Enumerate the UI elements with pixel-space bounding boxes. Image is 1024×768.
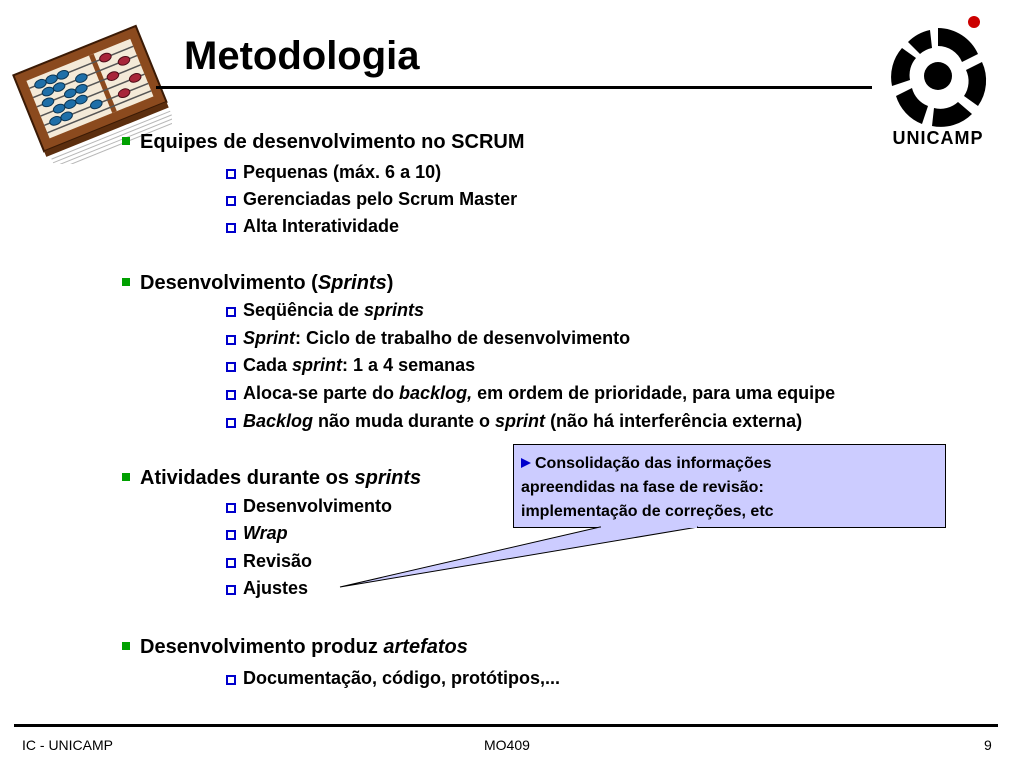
bullet-square-icon [122, 473, 130, 481]
checkbox-square-icon [226, 223, 236, 233]
checkbox-square-icon [226, 169, 236, 179]
footer-divider [14, 724, 998, 727]
bullet-equipes: Equipes de desenvolvimento no SCRUM [122, 131, 525, 154]
sub-bullet: Pequenas (máx. 6 a 10) [226, 162, 441, 183]
slide-title: Metodologia [184, 34, 420, 78]
bullet-square-icon [122, 642, 130, 650]
sub-bullet: Documentação, código, protótipos,... [226, 668, 560, 689]
bullet-sprints: Desenvolvimento (Sprints) [122, 272, 393, 295]
checkbox-square-icon [226, 558, 236, 568]
triangle-bullet-icon [521, 458, 531, 468]
footer-left: IC - UNICAMP [22, 737, 113, 753]
bullet-atividades: Atividades durante os sprints [122, 467, 421, 490]
footer-center: MO409 [484, 737, 530, 753]
checkbox-square-icon [226, 418, 236, 428]
page-number: 9 [984, 737, 992, 753]
sub-bullet: Aloca-se parte do backlog, em ordem de prioridade, para uma equipe [226, 383, 835, 404]
checkbox-square-icon [226, 503, 236, 513]
bullet-square-icon [122, 278, 130, 286]
sub-bullet: Desenvolvimento [226, 496, 392, 517]
sub-bullet: Wrap [226, 523, 288, 544]
sub-bullet: Seqüência de sprints [226, 300, 424, 321]
sub-bullet: Sprint: Ciclo de trabalho de desenvolvimento [226, 328, 630, 349]
checkbox-square-icon [226, 196, 236, 206]
logo-text: UNICAMP [892, 128, 984, 148]
sub-bullet: Cada sprint: 1 a 4 semanas [226, 355, 475, 376]
title-divider [156, 86, 872, 89]
checkbox-square-icon [226, 335, 236, 345]
callout-text: Consolidação das informações apreendidas na fase de revisão: implementação de correções, etc [521, 455, 774, 520]
checkbox-square-icon [226, 307, 236, 317]
bullet-artefatos: Desenvolvimento produz artefatos [122, 636, 468, 659]
bullet-square-icon [122, 137, 130, 145]
sub-bullet: Gerenciadas pelo Scrum Master [226, 189, 517, 210]
checkbox-square-icon [226, 530, 236, 540]
sub-bullet: Alta Interatividade [226, 216, 399, 237]
checkbox-square-icon [226, 585, 236, 595]
checkbox-square-icon [226, 362, 236, 372]
checkbox-square-icon [226, 675, 236, 685]
sub-bullet: Ajustes [226, 578, 308, 599]
sub-bullet: Revisão [226, 551, 312, 572]
checkbox-square-icon [226, 390, 236, 400]
sub-bullet: Backlog não muda durante o sprint (não há interferência externa) [226, 411, 802, 432]
